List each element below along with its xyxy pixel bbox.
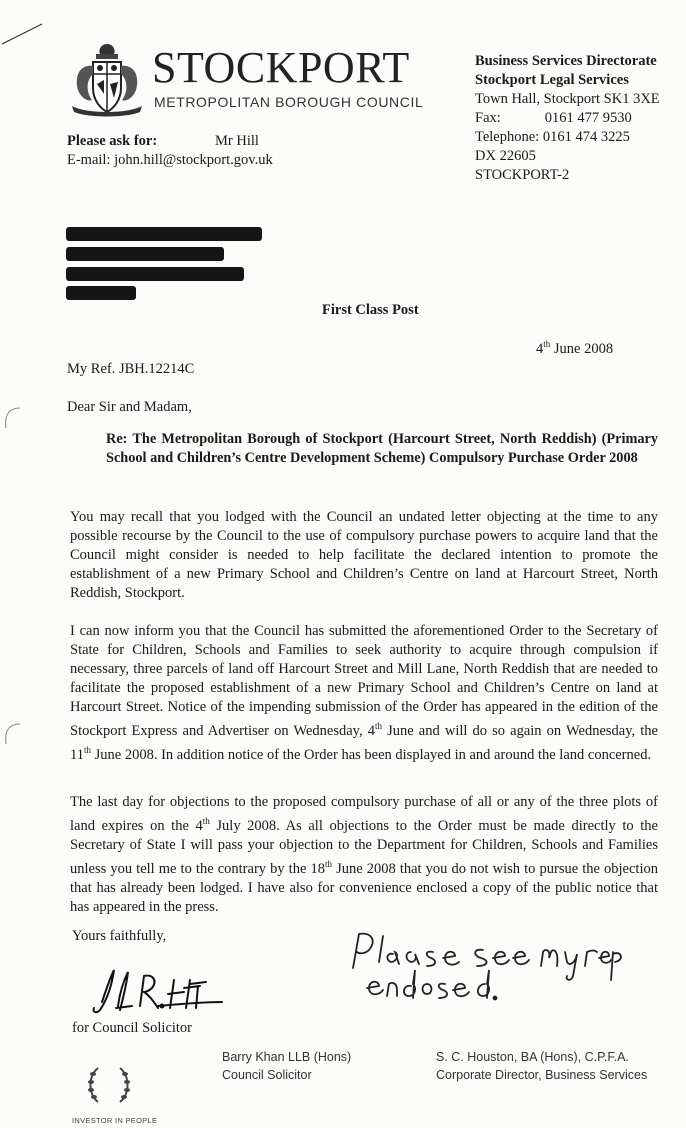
closing: Yours faithfully, [72,928,167,944]
telephone: Telephone: 0161 474 3225 [475,129,630,145]
p3-text-b: July 2008. As all objections to the Order must be made directly to the Secretary of State I will pass your objection to the Department for Children, Schools and Families unless you tell me to the contrary by the 18 [70,817,658,877]
signature-icon [88,962,228,1018]
investor-in-people-logo-icon [86,1062,132,1110]
p2-text-c: June 2008. In addition notice of the Order has been displayed in and around the land concerned. [90,746,652,763]
p2-sup-2: th [83,744,91,755]
redaction-bar [66,227,262,241]
town-hall-address: Town Hall, Stockport SK1 3XE [475,91,660,107]
signatory-1-title: Council Solicitor [222,1068,312,1082]
p2-sup-1: th [374,721,382,731]
reference: My Ref. JBH.12214C [67,361,195,377]
p2-text-a: I can now inform you that the Council has submitted the aforementioned Order to the Secretary of State for Children, Schools and Families to seek authority to acquire through compulsion if necessary, three parcels of land off Harcourt Street and Mill Lane, North Reddish that are needed to facilitate the proposed establishment of a new Primary School and Children’s Centre on land at Harcourt Street. Notice of the impending submission of the Order has appeared in the edition of the Stockport Express and Advertiser on Wednesday, 4 [70,623,658,739]
p2-text-b: June and will do so again on Wednesday, the 11 [70,722,658,763]
fax-line [475,109,660,128]
department: Stockport Legal Services [475,72,629,88]
ask-name: Mr Hill [215,133,259,149]
signatory-1-name: Barry Khan LLB (Hons) [222,1050,352,1064]
paragraph-2 [70,622,658,765]
ask-label: Please ask for: [67,133,158,149]
signature-caption: for Council Solicitor [72,1020,193,1036]
date-suffix: th [543,339,551,349]
letter-date [536,339,613,358]
city: STOCKPORT-2 [475,167,570,183]
p3-sup-2: th [324,858,332,869]
date-rest: June 2008 [550,340,614,357]
signatory-2 [436,1048,647,1084]
paragraph-1: You may recall that you lodged with the Council an undated letter objecting at the time to any possible recourse by the Council to the use of compulsory purchase powers to acquire land that the Council might consider is needed to help facilitate the declared intention to promote the establishment of a new Primary School and Children’s Centre on land at Harcourt Street, North Reddish, Stockport. [70,509,658,601]
directorate: Business Services Directorate [475,53,657,69]
redaction-bar [66,267,244,281]
p3-text-a: The last day for objections to the proposed compulsory purchase of all or any of the three plots of land expires on the 4 [70,794,658,834]
signatory-2-name: S. C. Houston, BA (Hons), C.P.F.A. [436,1050,629,1064]
address-block [475,52,660,185]
subject-line: Re: The Metropolitan Borough of Stockport (Harcourt Street, North Reddish) (Primary School and Children’s Centre Development Scheme) Compulsory Purchase Order 2008 [106,431,658,466]
council-name: STOCKPORT [152,43,410,92]
coat-of-arms-icon [66,40,148,118]
handwritten-note [345,928,625,1006]
salutation: Dear Sir and Madam, [67,399,192,415]
paragraph-3 [70,793,658,917]
investor-in-people-text: INVESTOR IN PEOPLE [72,1116,158,1125]
p3-sup-1: th [202,816,210,826]
scan-mark [0,20,44,46]
dx-number: DX 22605 [475,148,536,164]
ask-for-line [67,132,273,151]
post-type: First Class Post [322,302,419,318]
email: E-mail: john.hill@stockport.gov.uk [67,152,273,168]
p3-text-c: June 2008 that you do not wish to pursue the objection that has already been lodged. I have also for convenience enclosed a copy of the public notice that has appeared in the press. [70,860,658,915]
redaction-bar [66,286,136,300]
punch-hole-mark [0,404,22,430]
redaction-bar [66,247,224,261]
signatory-2-title: Corporate Director, Business Services [436,1068,648,1082]
date-day: 4 [536,340,544,357]
redacted-recipient-address [64,223,274,303]
council-subtitle: METROPOLITAN BOROUGH COUNCIL [154,94,424,110]
punch-hole-mark [0,720,22,746]
signatory-1 [222,1048,351,1084]
fax-number: 0161 477 9530 [544,110,632,126]
fax-label: Fax: [475,110,501,126]
contact-block [67,132,273,170]
